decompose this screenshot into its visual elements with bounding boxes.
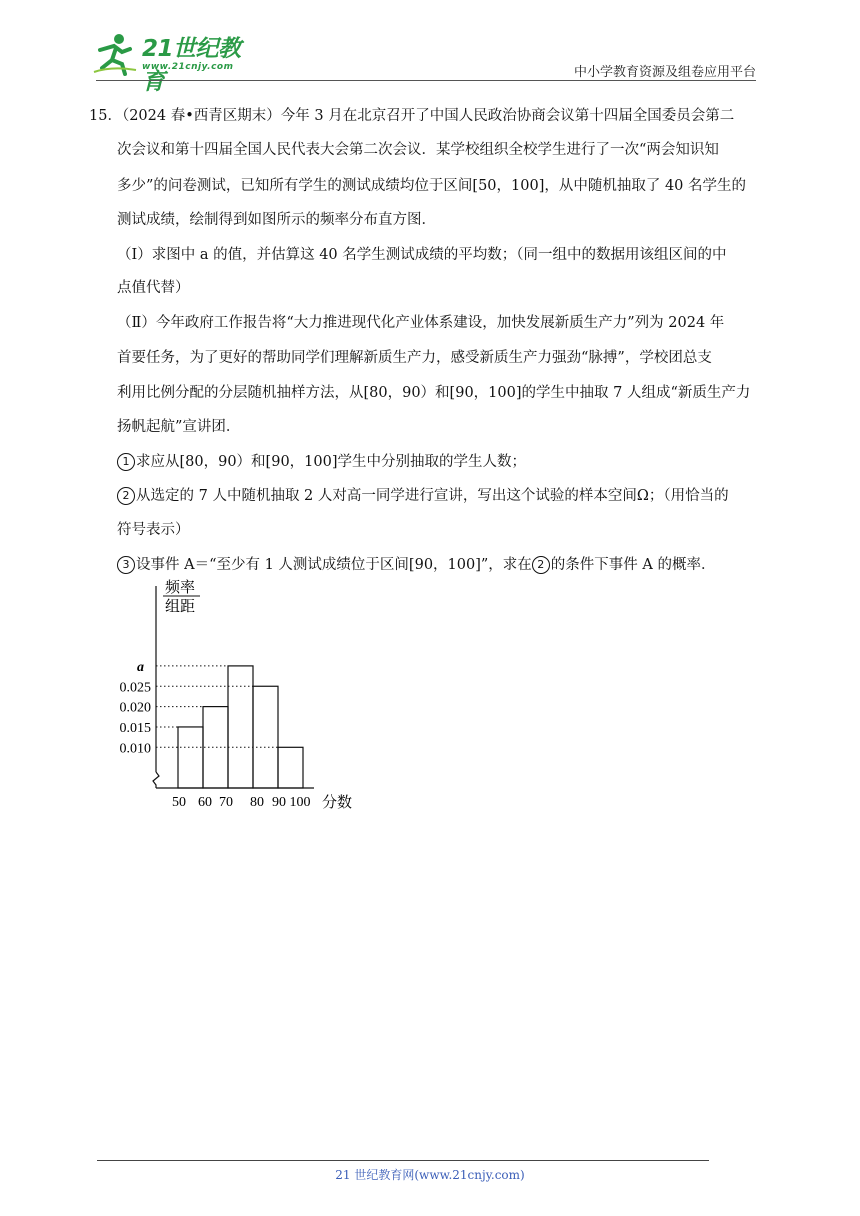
y-axis-label-bottom: 组距 [165, 599, 196, 615]
circled-number-2: 2 [117, 487, 135, 505]
part1-line-2: 点值代替） [117, 280, 190, 296]
histogram-bar [253, 686, 278, 788]
y-tick-label: a [137, 659, 144, 675]
sub-question-1: 1 求应从[80，90）和[90，100]学生中分别抽取的学生人数； [117, 450, 526, 471]
part2-line-3: 利用比例分配的分层随机抽样方法，从[80，90）和[90，100]的学生中抽取 7 人组成“新质生产力 [117, 385, 751, 401]
question-line-4: 测试成绩，绘制得到如图所示的频率分布直方图． [117, 212, 436, 228]
histogram-bar [228, 666, 253, 788]
question-line-1: 15．（2024 春•西青区期末）今年 3 月在北京召开了中国人民政治协商会议第十四届全国委员会第二 [89, 108, 735, 124]
runner-logo-icon [92, 32, 138, 76]
x-tick-label: 50 [172, 795, 186, 810]
site-logo [92, 30, 262, 95]
part1-line-1: （Ⅰ）求图中 a 的值，并估算这 40 名学生测试成绩的平均数；（同一组中的数据用该组区间的中 [117, 247, 727, 263]
platform-name: 中小学教育资源及组卷应用平台 [573, 65, 756, 80]
part2-line-4: 扬帆起航”宣讲团． [117, 419, 241, 435]
part2-line-2: 首要任务，为了更好的帮助同学们理解新质生产力，感受新质生产力强劲“脉搏”，学校团总支 [117, 350, 712, 366]
part2-line-1: （Ⅱ）今年政府工作报告将“大力推进现代化产业体系建设，加快发展新质生产力”列为 2024 年 [117, 315, 725, 331]
axis-break-mark [153, 772, 159, 788]
x-axis-label: 分数 [322, 795, 353, 811]
y-axis-label-top: 频率 [165, 580, 196, 596]
logo-name: 21世纪教育 [142, 36, 241, 95]
histogram-bar [278, 747, 303, 788]
sub-question-2-line-2: 符号表示） [117, 522, 190, 538]
sub-question-3: 3 设事件 A＝“至少有 1 人测试成绩位于区间[90，100]”，求在 2 的条件下事件 A 的概率． [117, 553, 716, 574]
y-tick-label: 0.025 [119, 680, 151, 696]
question-line-3: 多少”的问卷测试，已知所有学生的测试成绩均位于区间[50，100]，从中随机抽取了 40 名学生的 [117, 178, 747, 194]
logo-url: www.21cnjy.com [142, 62, 234, 72]
question-number: 15． [89, 108, 122, 124]
circled-number-3: 3 [117, 556, 135, 574]
page-header [0, 0, 860, 95]
x-tick-label: 70 [219, 795, 233, 810]
footer-divider [97, 1160, 709, 1161]
y-tick-label: 0.010 [119, 741, 151, 757]
question-line-2: 次会议和第十四届全国人民代表大会第二次会议．某学校组织全校学生进行了一次“两会知识知 [117, 142, 719, 158]
x-tick-label: 100 [289, 795, 311, 810]
sub-question-2-line-1: 2 从选定的 7 人中随机抽取 2 人对高一同学进行宣讲，写出这个试验的样本空间Ω；（用恰当的 [117, 484, 729, 505]
histogram-bar [178, 727, 203, 788]
footer-source: 21 世纪教育网(www.21cnjy.com) [335, 1168, 525, 1182]
x-tick-label: 60 [198, 795, 212, 810]
y-tick-label: 0.020 [119, 700, 151, 716]
x-tick-label: 80 [250, 795, 264, 810]
circled-number-1: 1 [117, 453, 135, 471]
header-divider [96, 80, 756, 81]
x-tick-label: 90 [272, 795, 286, 810]
frequency-histogram [108, 576, 368, 816]
circled-ref-2: 2 [532, 556, 550, 574]
y-tick-label: 0.015 [119, 720, 151, 736]
